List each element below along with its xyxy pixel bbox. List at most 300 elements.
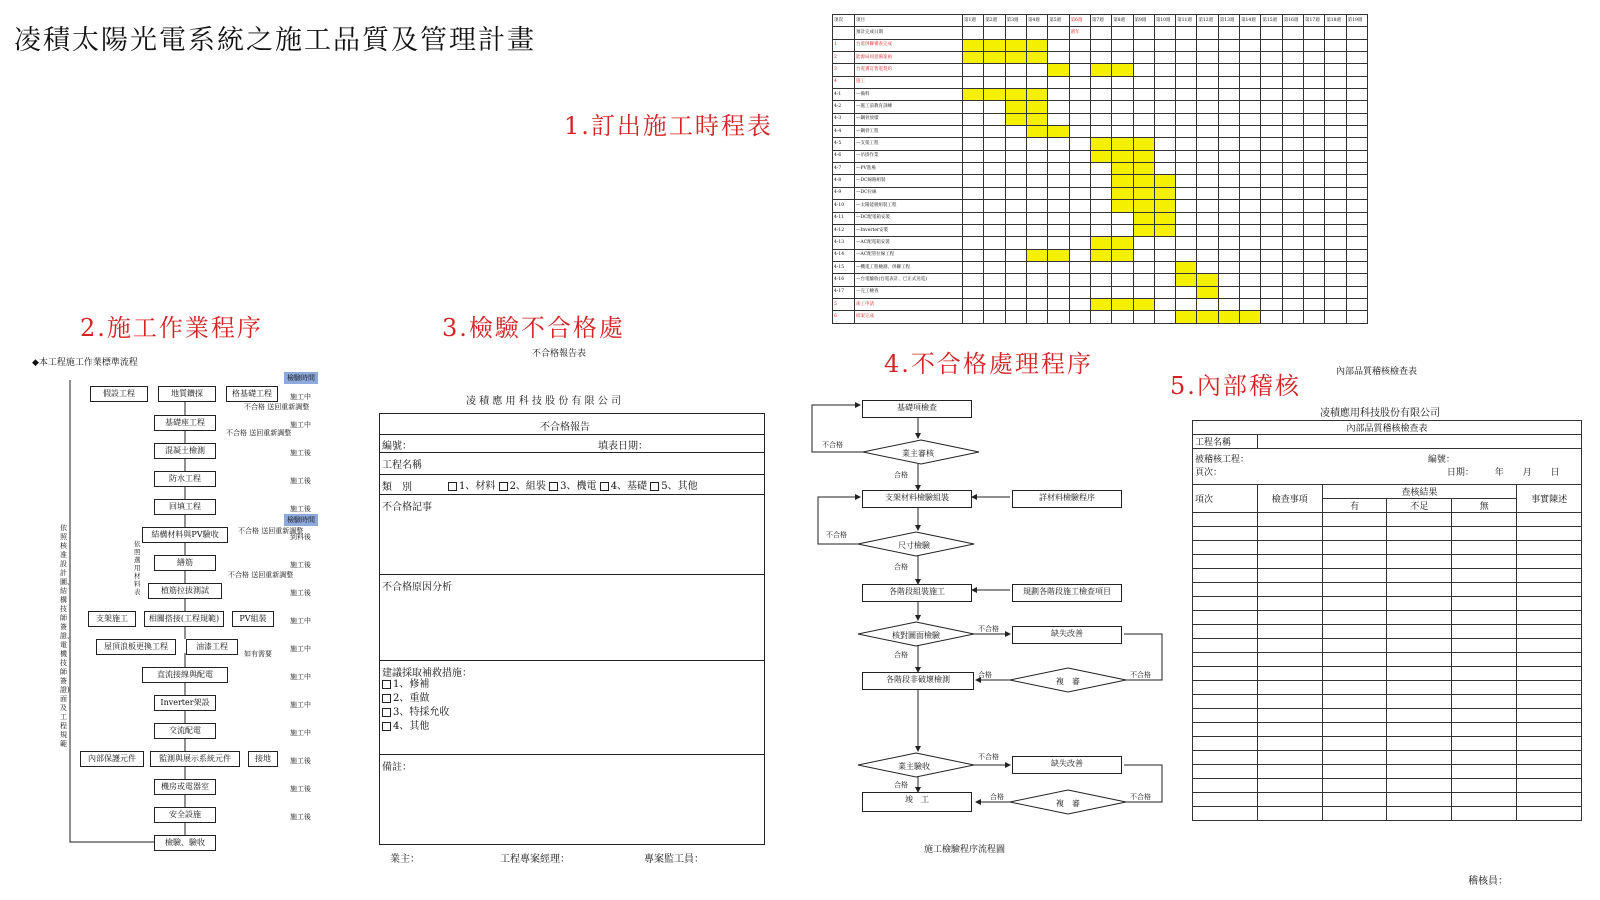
audit-cell: [1517, 583, 1582, 597]
audit-page-label: 頁次：: [1195, 468, 1223, 478]
inspection-time-label: 施工後: [290, 589, 311, 597]
box-completion: 竣 工: [862, 792, 972, 812]
audit-cell: [1257, 513, 1322, 527]
sched-row-task: 施工: [855, 76, 963, 88]
audit-cell: [1322, 737, 1387, 751]
audit-year: 年: [1494, 468, 1504, 478]
audit-cell: [1452, 737, 1517, 751]
flow1-caption: ◆本工程施工作業標準流程: [32, 358, 138, 368]
audit-cell: [1322, 625, 1387, 639]
box-support-works: 支架施工: [88, 611, 136, 627]
audit-empty-row: [1193, 793, 1582, 807]
sched-week-7: 第7週: [1090, 15, 1111, 27]
sched-week-13: 第13週: [1218, 15, 1239, 27]
box-stage-assembly: 各階段組裝施工: [862, 584, 972, 602]
audit-cell: [1193, 737, 1258, 751]
box-defect-fix: 缺失改善: [1012, 626, 1122, 644]
box-grounding: 接地: [248, 751, 278, 767]
ncr-no-label: 編號：: [382, 441, 412, 452]
audit-cell: [1193, 709, 1258, 723]
audit-cell: [1322, 695, 1387, 709]
sched-week-17: 第17週: [1304, 15, 1325, 27]
sched-row-no: 4-17: [833, 286, 855, 298]
box-drilling: 地質鑽探: [158, 386, 216, 402]
audit-cell: [1193, 793, 1258, 807]
audit-cell: [1452, 611, 1517, 625]
sched-row-task: —機電工程檢測、併聯工程: [855, 261, 963, 273]
sched-row-task: —DC線路組裝: [855, 175, 963, 187]
audit-cell: [1452, 765, 1517, 779]
sched-row-task: —DC拉線: [855, 187, 963, 199]
audit-cell: [1193, 569, 1258, 583]
audit-cell: [1452, 583, 1517, 597]
label-pass: 合格: [894, 471, 908, 479]
audit-cell: [1193, 667, 1258, 681]
label-fail: 不合格: [978, 625, 999, 633]
audit-cell: [1517, 695, 1582, 709]
heading-schedule: 1.訂出施工時程表: [564, 112, 773, 140]
box-ac-distribution: 交流配電: [154, 723, 216, 739]
audit-cell: [1257, 653, 1322, 667]
audit-cell: [1452, 555, 1517, 569]
sched-week-11: 第11週: [1176, 15, 1197, 27]
audit-cell: [1517, 779, 1582, 793]
side-note-materials: 依照選用材料表: [134, 540, 141, 596]
box-foundation-grid: 格基礎工程: [226, 386, 278, 402]
audit-cell: [1257, 667, 1322, 681]
inspection-time-label: 施工中: [290, 701, 311, 709]
sched-row-no: 4: [833, 76, 855, 88]
note-fail: 不合格 送回重新調整: [228, 571, 294, 579]
audit-cell: [1322, 807, 1387, 821]
audit-cell: [1193, 695, 1258, 709]
ncr-remark-label: 備註：: [382, 762, 412, 773]
audit-cell: [1257, 569, 1322, 583]
audit-cell: [1257, 779, 1322, 793]
audit-cell: [1452, 513, 1517, 527]
audit-cell: [1452, 807, 1517, 821]
sched-row-no: 3: [833, 64, 855, 76]
audit-cell: [1517, 541, 1582, 555]
audit-cell: [1193, 583, 1258, 597]
audit-cell: [1452, 667, 1517, 681]
box-material-acceptance: 結構材料與PV驗收: [142, 527, 228, 543]
ncr-company: 凌 積 應 用 科 技 股 份 有 限 公 司: [466, 396, 621, 407]
audit-empty-row: [1193, 625, 1582, 639]
inspection-time-label: 施工後: [290, 477, 311, 485]
audit-empty-row: [1193, 765, 1582, 779]
sign-supervisor: 專案監工員：: [644, 854, 704, 865]
audit-cell: [1193, 513, 1258, 527]
diamond-size-check: 尺寸檢驗: [898, 541, 930, 550]
audit-empty-row: [1193, 541, 1582, 555]
audit-empty-row: [1193, 513, 1582, 527]
note-fail: 不合格 送回重新調整: [244, 403, 310, 411]
sched-row-task: —台電驗收(台電表計、已正式送電): [855, 274, 963, 286]
audit-cell: [1517, 751, 1582, 765]
audit-cell: [1387, 709, 1452, 723]
audit-cell: [1517, 681, 1582, 695]
audit-cell: [1452, 527, 1517, 541]
sched-week-4: 第4週: [1026, 15, 1047, 27]
sched-row-no: 1: [833, 39, 855, 51]
audit-cell: [1387, 583, 1452, 597]
audit-cell: [1452, 625, 1517, 639]
audit-empty-row: [1193, 681, 1582, 695]
inspection-time-label: 施工中: [290, 729, 311, 737]
sched-row-task: —完工檢查: [855, 286, 963, 298]
audit-cell: [1257, 639, 1322, 653]
box-protection: 內部保護元件: [80, 751, 144, 767]
heading-nonconformity: 3.檢驗不合格處: [442, 314, 625, 342]
sched-head-no: 項次: [833, 15, 855, 27]
label-pass: 合格: [894, 651, 908, 659]
audit-empty-row: [1193, 569, 1582, 583]
label-pass: 合格: [978, 671, 992, 679]
inspection-time-label: 施工後: [290, 757, 311, 765]
sched-week-3: 第3週: [1005, 15, 1026, 27]
audit-cell: [1517, 667, 1582, 681]
audit-cell: [1193, 555, 1258, 569]
sched-week-15: 第15週: [1261, 15, 1282, 27]
audit-cell: [1387, 569, 1452, 583]
audit-empty-row: [1193, 737, 1582, 751]
sched-row-task: —DC配電箱安裝: [855, 212, 963, 224]
sched-row-no: 4-2: [833, 101, 855, 113]
audit-cell: [1322, 583, 1387, 597]
audit-empty-row: [1193, 583, 1582, 597]
audit-cell: [1257, 751, 1322, 765]
audit-cell: [1452, 541, 1517, 555]
audit-empty-row: [1193, 807, 1582, 821]
sched-row-task: —Inverter安裝: [855, 224, 963, 236]
audit-cell: [1322, 569, 1387, 583]
audit-no-label: 編號：: [1427, 455, 1455, 465]
ncr-cause-label: 不合格原因分析: [382, 582, 452, 593]
audit-cell: [1257, 597, 1322, 611]
audit-cell: [1387, 513, 1452, 527]
audit-form: [1192, 420, 1582, 821]
page-title: 凌積太陽光電系統之施工品質及管理計畫: [14, 25, 536, 56]
audit-cell: [1257, 695, 1322, 709]
sched-row-no: 4-10: [833, 200, 855, 212]
audit-cell: [1387, 555, 1452, 569]
audit-cell: [1193, 653, 1258, 667]
sched-row-task: —吊掛作業: [855, 150, 963, 162]
sched-plan-label: 預計完成日期: [855, 27, 963, 39]
audit-col-lack: 不足: [1387, 499, 1452, 513]
diamond-drawing-check: 核對圖面檢驗: [892, 631, 940, 640]
audit-empty-row: [1193, 709, 1582, 723]
box-concrete-test: 混凝土檢測: [154, 443, 216, 459]
audit-company: 凌積應用科技股份有限公司: [1320, 408, 1440, 419]
ncr-action-list: 1、修補 2、重做 3、特採允收 4、其他: [382, 678, 449, 734]
audit-cell: [1322, 597, 1387, 611]
audit-col-none: 無: [1452, 499, 1517, 513]
audit-cell: [1257, 681, 1322, 695]
box-material-inspection: 支架材料檢驗組裝: [862, 490, 972, 508]
flow2-caption: 施工檢驗程序流程圖: [924, 845, 1006, 855]
audit-cell: [1387, 541, 1452, 555]
audit-month: 月: [1522, 468, 1532, 478]
box-final-acceptance: 檢驗、驗收: [154, 835, 216, 851]
note-if-needed: 如有需要: [244, 650, 272, 658]
audit-cell: [1322, 765, 1387, 779]
audit-caption: 內部品質稽核檢查表: [1336, 367, 1418, 377]
box-safety: 安全設施: [154, 807, 216, 823]
sched-row-task: —支架工程: [855, 138, 963, 150]
audit-cell: [1257, 793, 1322, 807]
audit-cell: [1452, 653, 1517, 667]
audit-col-result: 查核結果: [1322, 485, 1516, 499]
audit-cell: [1452, 695, 1517, 709]
ncr-category-options: 1、材料 2、組裝 3、機電 4、基礎 5、其他: [448, 477, 698, 492]
audit-cell: [1452, 639, 1517, 653]
sched-row-no: 4-16: [833, 274, 855, 286]
audit-form-title: 內部品質稽核檢查表: [1193, 421, 1582, 435]
diamond-owner-review: 業主審核: [902, 449, 934, 458]
audit-cell: [1322, 527, 1387, 541]
audit-cell: [1387, 681, 1452, 695]
inspection-time-label: 施工後: [290, 449, 311, 457]
sched-row-no: 4-8: [833, 175, 855, 187]
sign-project-manager: 工程專案經理：: [500, 854, 570, 865]
audit-cell: [1452, 723, 1517, 737]
audit-cell: [1322, 723, 1387, 737]
box-rebar: 繕筋: [154, 555, 216, 571]
audit-project-label: 工程名稱: [1193, 435, 1258, 449]
label-fail: 不合格: [826, 531, 847, 539]
audit-cell: [1452, 779, 1517, 793]
audit-cell: [1387, 737, 1452, 751]
label-fail: 不合格: [1130, 671, 1151, 679]
sched-row-no: 4-9: [833, 187, 855, 199]
audit-cell: [1517, 625, 1582, 639]
sched-row-no: 4-12: [833, 224, 855, 236]
audit-cell: [1193, 765, 1258, 779]
box-waterproof: 防水工程: [154, 471, 216, 487]
note-fail: 不合格 送回重新調整: [226, 429, 292, 437]
diamond-owner-acceptance: 業主驗收: [898, 762, 930, 771]
audit-cell: [1517, 639, 1582, 653]
inspection-time-tag: 檢驗時間: [284, 372, 318, 384]
sched-row-no: 4-13: [833, 237, 855, 249]
heading-nc-procedure: 4.不合格處理程序: [884, 350, 1093, 378]
audit-cell: [1257, 807, 1322, 821]
audit-empty-row: [1193, 667, 1582, 681]
audit-cell: [1193, 611, 1258, 625]
sched-week-5: 第5週: [1048, 15, 1069, 27]
audit-cell: [1193, 541, 1258, 555]
audit-cell: [1322, 611, 1387, 625]
audit-cell: [1193, 597, 1258, 611]
sched-row-no: 4-3: [833, 113, 855, 125]
audit-cell: [1517, 723, 1582, 737]
label-pass: 合格: [894, 781, 908, 789]
box-painting: 油漆工程: [186, 639, 238, 655]
audit-col-yes: 有: [1322, 499, 1387, 513]
sched-row-task: —AC配管拉線工程: [855, 249, 963, 261]
audit-cell: [1387, 779, 1452, 793]
audit-cell: [1517, 737, 1582, 751]
sched-row-no: 4-14: [833, 249, 855, 261]
label-fail: 不合格: [978, 753, 999, 761]
audit-cell: [1387, 527, 1452, 541]
sign-owner: 業主：: [390, 854, 420, 865]
audit-col-item: 項次: [1193, 485, 1258, 513]
audit-empty-row: [1193, 723, 1582, 737]
sched-week-16: 第16週: [1282, 15, 1303, 27]
sched-row-no: 4-5: [833, 138, 855, 150]
box-joint-works: 相關搭接(工程規範): [144, 611, 224, 627]
sched-week-10: 第10週: [1154, 15, 1175, 27]
audit-cell: [1322, 751, 1387, 765]
audit-cell: [1257, 709, 1322, 723]
audit-cell: [1517, 611, 1582, 625]
audit-cell: [1322, 709, 1387, 723]
box-backfill: 回填工程: [154, 499, 216, 515]
audit-cell: [1517, 513, 1582, 527]
audit-cell: [1257, 765, 1322, 779]
label-fail: 不合格: [1130, 793, 1151, 801]
audit-empty-row: [1193, 639, 1582, 653]
box-roof-replace: 屋頂浪板更換工程: [96, 639, 176, 655]
audit-cell: [1257, 737, 1322, 751]
audit-empty-row: [1193, 555, 1582, 569]
sched-row-task: —AC配電箱安裝: [855, 237, 963, 249]
box-monitoring: 監測與展示系統元件: [150, 751, 240, 767]
box-temporary-works: 假設工程: [90, 386, 148, 402]
sched-row-no: 2: [833, 52, 855, 64]
audit-cell: [1387, 695, 1452, 709]
sched-row-task: 結案完成: [855, 311, 963, 323]
note-fail: 不合格 送回重新調整: [238, 527, 304, 535]
sched-row-task: —PV進場: [855, 163, 963, 175]
audit-cell: [1193, 779, 1258, 793]
sched-row-task: 能源局同意備案函: [855, 52, 963, 64]
audit-cell: [1193, 625, 1258, 639]
audit-cell: [1517, 709, 1582, 723]
audit-auditor: 稽核員：: [1468, 876, 1508, 887]
audit-cell: [1387, 597, 1452, 611]
ncr-form-title: 不合格報告: [540, 422, 590, 433]
box-defect-fix: 缺失改善: [1012, 756, 1122, 774]
audit-empty-row: [1193, 611, 1582, 625]
sched-week-9: 第9週: [1133, 15, 1154, 27]
sched-row-task: 竣工申請: [855, 298, 963, 310]
sched-row-task: —鋼骨工程: [855, 126, 963, 138]
audit-cell: [1517, 765, 1582, 779]
audit-cell: [1257, 541, 1322, 555]
sched-row-no: 4-6: [833, 150, 855, 162]
box-pullout-test: 植筋拉拔測試: [148, 583, 222, 599]
label-pass: 合格: [990, 793, 1004, 801]
audit-cell: [1387, 667, 1452, 681]
sched-row-no: 4-15: [833, 261, 855, 273]
ncr-action-label: 建議採取補救措施：: [382, 668, 472, 679]
heading-internal-audit: 5.內部稽核: [1170, 372, 1301, 400]
box-material-procedure: 詳材料檢驗程序: [1012, 490, 1122, 508]
sched-row-no: 4-7: [833, 163, 855, 175]
audit-empty-row: [1193, 597, 1582, 611]
inspection-time-tag: 檢驗時間: [284, 514, 318, 526]
inspection-time-label: 施工中: [290, 673, 311, 681]
audit-cell: [1387, 625, 1452, 639]
sched-row-no: 4-1: [833, 89, 855, 101]
audit-empty-row: [1193, 779, 1582, 793]
audit-cell: [1322, 653, 1387, 667]
audit-empty-row: [1193, 695, 1582, 709]
audit-cell: [1452, 569, 1517, 583]
ncr-category-label: 類 別: [382, 482, 412, 493]
audit-cell: [1322, 555, 1387, 569]
box-machine-room: 機房或電器室: [154, 779, 216, 795]
sched-row-no: 4-11: [833, 212, 855, 224]
audit-cell: [1257, 611, 1322, 625]
inspection-time-label: 施工後: [290, 561, 311, 569]
inspection-time-label: 施工後: [290, 505, 311, 513]
sched-row-task: 台電審訂售電契約: [855, 64, 963, 76]
heading-procedure: 2.施工作業程序: [80, 314, 263, 342]
box-foundation-check: 基礎項檢查: [862, 400, 972, 418]
audit-cell: [1257, 625, 1322, 639]
inspection-time-label: 施工中: [290, 421, 311, 429]
audit-cell: [1322, 793, 1387, 807]
sched-row-task: —鋼骨放樣: [855, 113, 963, 125]
sched-head-task: 項目: [855, 15, 963, 27]
audit-cell: [1452, 751, 1517, 765]
audit-cell: [1517, 555, 1582, 569]
audit-cell: [1387, 807, 1452, 821]
audit-cell: [1387, 639, 1452, 653]
audit-cell: [1517, 653, 1582, 667]
audit-cell: [1452, 597, 1517, 611]
audit-cell: [1387, 611, 1452, 625]
audit-cell: [1517, 807, 1582, 821]
ncr-project-label: 工程名稱: [382, 460, 422, 471]
sched-row-task: —備料: [855, 89, 963, 101]
label-fail: 不合格: [822, 441, 843, 449]
audit-empty-row: [1193, 653, 1582, 667]
audit-cell: [1257, 527, 1322, 541]
sched-row-no: 4-4: [833, 126, 855, 138]
label-pass: 合格: [894, 563, 908, 571]
audit-col-fact: 事實陳述: [1517, 485, 1582, 513]
audit-cell: [1322, 513, 1387, 527]
audit-cell: [1452, 709, 1517, 723]
inspection-time-label: 施工中: [290, 393, 311, 401]
inspection-time-label: 施工中: [290, 617, 311, 625]
audit-cell: [1257, 555, 1322, 569]
audit-cell: [1517, 527, 1582, 541]
audit-header-block: [1193, 449, 1582, 485]
sched-week-2: 第2週: [984, 15, 1005, 27]
inspection-time-label: 施工後: [290, 785, 311, 793]
sched-week-19: 第19週: [1346, 15, 1367, 27]
audit-cell: [1257, 583, 1322, 597]
diamond-re-review: 複 審: [1056, 677, 1080, 686]
diamond-re-review: 複 審: [1056, 799, 1080, 808]
audit-col-check: 檢查事項: [1257, 485, 1322, 513]
audit-cell: [1257, 723, 1322, 737]
sched-week-8: 第8週: [1112, 15, 1133, 27]
audit-cell: [1387, 723, 1452, 737]
sched-week-12: 第12週: [1197, 15, 1218, 27]
sched-row-no: 5: [833, 298, 855, 310]
audit-cell: [1193, 723, 1258, 737]
audit-cell: [1387, 751, 1452, 765]
audit-cell: [1322, 779, 1387, 793]
